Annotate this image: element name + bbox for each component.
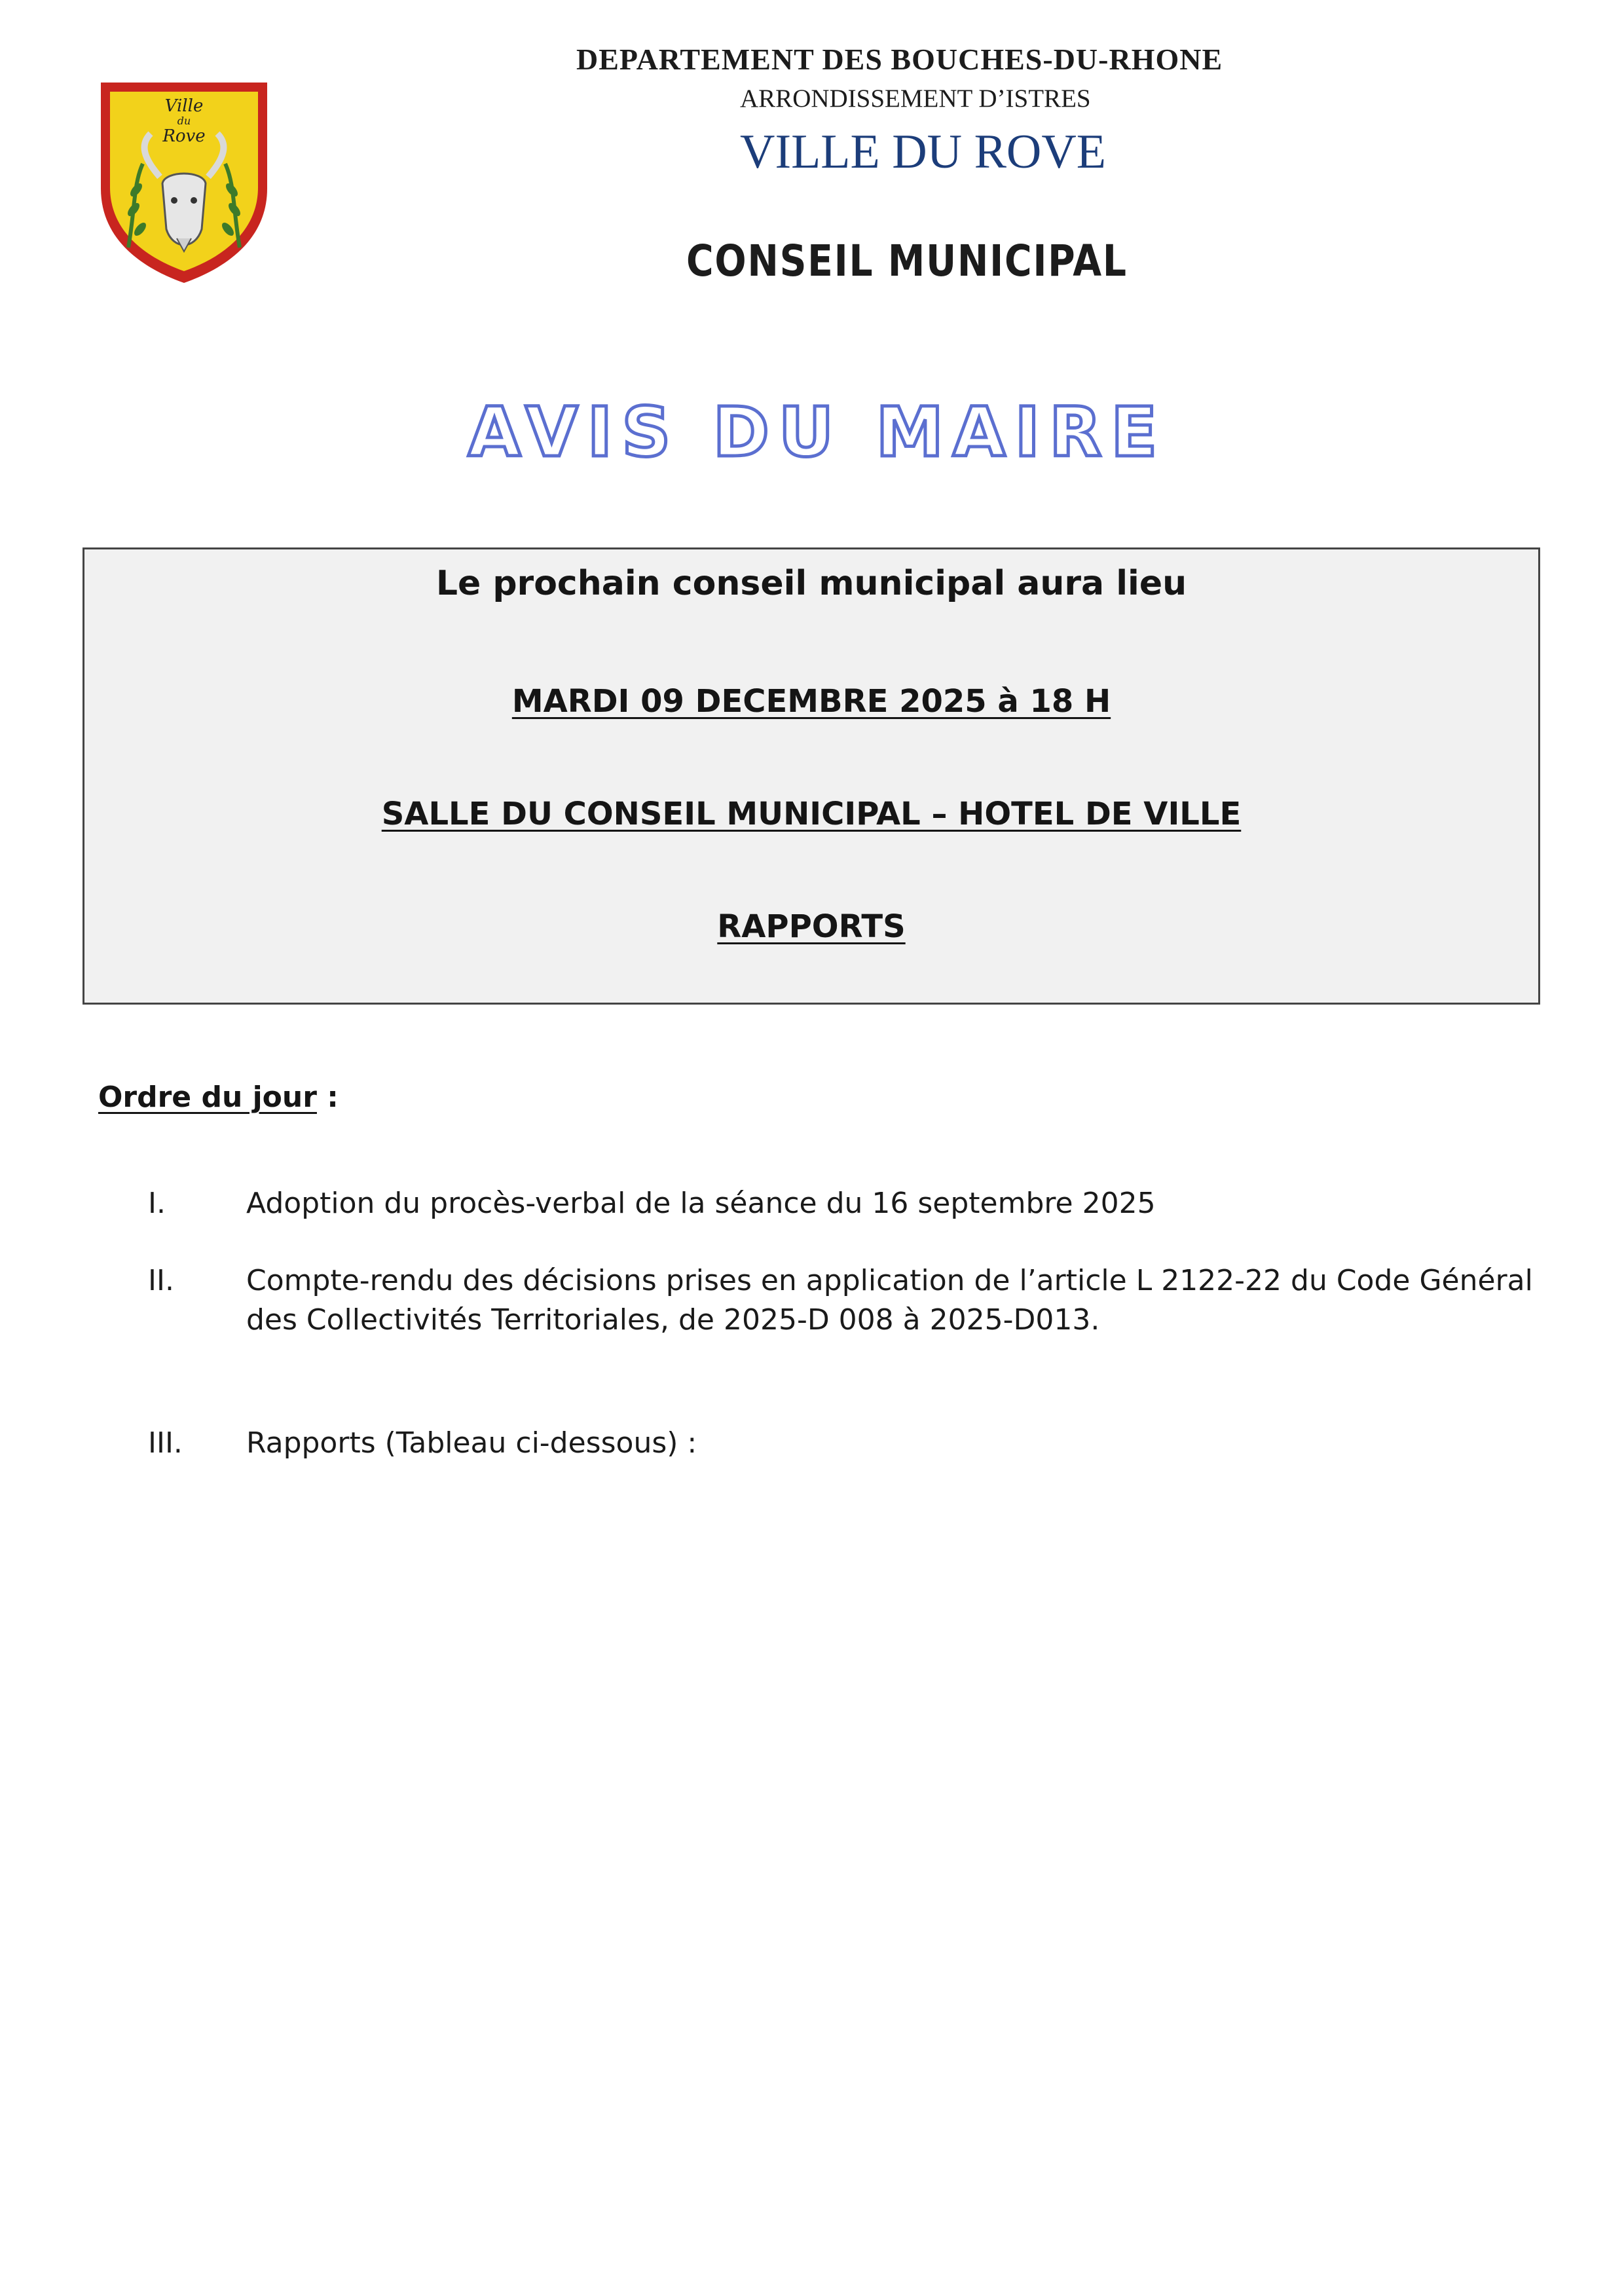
arrondissement-heading: ARRONDISSEMENT D’ISTRES — [740, 84, 1091, 113]
notice-date: MARDI 09 DECEMBRE 2025 à 18 H — [511, 683, 1111, 720]
agenda-title-label: Ordre du jour — [98, 1081, 317, 1114]
svg-text:Ville: Ville — [164, 96, 204, 116]
agenda-item-number: I. — [148, 1187, 166, 1220]
svg-text:du: du — [177, 115, 191, 127]
department-heading: DEPARTEMENT DES BOUCHES-DU-RHONE — [576, 43, 1223, 76]
avis-du-maire-banner — [424, 393, 1210, 472]
notice-location: SALLE DU CONSEIL MUNICIPAL – HOTEL DE VILLE — [381, 796, 1242, 832]
agenda-item-text: Compte-rendu des décisions prises en application de l’article L 2122-22 du Code Général des Collectivités Territoriales, de 2025-D 008 à 2025-D013. — [246, 1264, 1533, 1337]
agenda-item-number: III. — [148, 1426, 183, 1460]
conseil-heading: CONSEIL MUNICIPAL — [686, 236, 1128, 286]
agenda-item-number: II. — [148, 1264, 174, 1297]
agenda-item-text: Adoption du procès-verbal de la séance du 16 septembre 2025 — [246, 1187, 1156, 1220]
agenda-title — [98, 1081, 339, 1114]
agenda-title-colon: : — [316, 1081, 339, 1114]
ville-heading: VILLE DU ROVE — [740, 125, 1107, 179]
banner-title: AVIS DU MAIRE — [468, 393, 1167, 472]
agenda-item-text: Rapports (Tableau ci-dessous) : — [246, 1426, 697, 1460]
svg-text:Rove: Rove — [162, 126, 206, 146]
crest-logo — [97, 79, 271, 287]
meeting-notice-box — [83, 547, 1540, 1005]
notice-rapports: RAPPORTS — [717, 908, 906, 945]
notice-lead: Le prochain conseil municipal aura lieu — [435, 564, 1187, 603]
